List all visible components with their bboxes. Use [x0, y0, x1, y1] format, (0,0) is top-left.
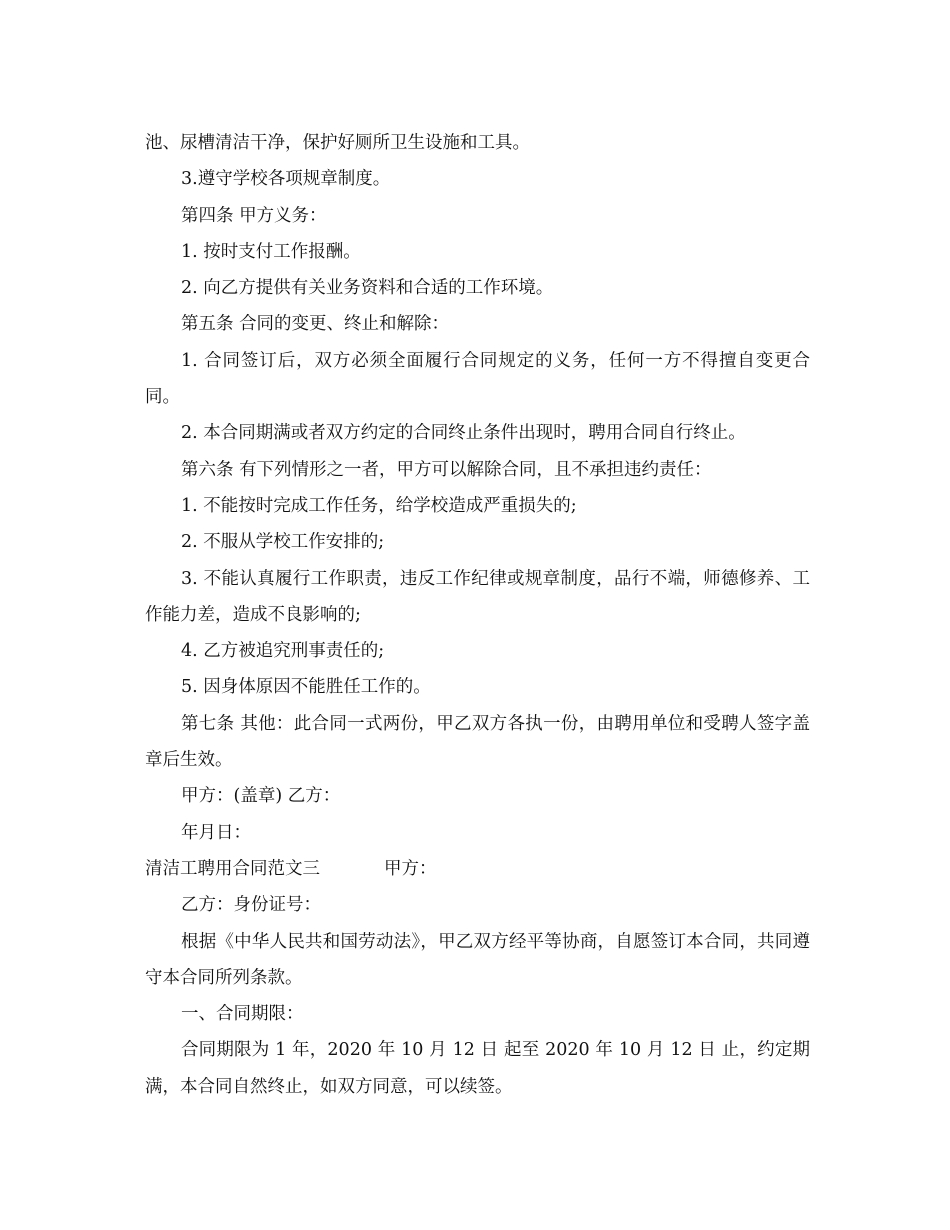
paragraph: 3.遵守学校各项规章制度。 — [181, 169, 391, 190]
document-body — [145, 125, 810, 1105]
list-item: 1. 不能按时完成工作任务，给学校造成严重损失的; — [181, 495, 577, 516]
paragraph: 合同期限为 1 年，2020 年 10 月 12 日 起至 2020 年 10 月 12 日 止，约定期满，本合同自然终止，如双方同意，可以续签。 — [145, 1040, 810, 1097]
article-heading: 第七条 其他：此合同一式两份，甲乙双方各执一份，由聘用单位和受聘人签字盖章后生效。 — [145, 713, 810, 771]
party-a-label: 甲方： — [384, 858, 437, 879]
section-title: 清洁工聘用合同范文三 — [145, 858, 320, 879]
paragraph: 池、尿槽清洁干净，保护好厕所卫生设施和工具。 — [145, 133, 530, 153]
party-b-line: 乙方：身份证号： — [181, 895, 321, 916]
list-item: 1. 按时支付工作报酬。 — [181, 241, 361, 262]
article-heading: 第四条 甲方义务： — [181, 205, 327, 226]
article-heading: 第六条 有下列情形之一者，甲方可以解除合同，且不承担违约责任： — [181, 459, 712, 480]
list-item: 3. 不能认真履行工作职责，违反工作纪律或规章制度，品行不端，师德修养、工作能力差，造成不良影响的; — [145, 568, 810, 625]
date-line: 年月日： — [181, 822, 251, 843]
paragraph: 根据《中华人民共和国劳动法》，甲乙双方经平等协商，自愿签订本合同，共同遵守本合同所列条款。 — [145, 931, 810, 988]
list-item: 2. 向乙方提供有关业务资料和合适的工作环境。 — [181, 278, 554, 299]
article-heading: 第五条 合同的变更、终止和解除： — [181, 314, 450, 335]
list-item: 4. 乙方被追究刑事责任的; — [181, 641, 385, 662]
list-item: 1. 合同签订后，双方必须全面履行合同规定的义务，任何一方不得擅自变更合同。 — [145, 350, 810, 408]
signature-line: 甲方：(盖章) 乙方： — [181, 786, 341, 807]
section-title-line — [145, 851, 810, 887]
list-item: 5. 因身体原因不能胜任工作的。 — [181, 677, 431, 698]
list-item: 2. 本合同期满或者双方约定的合同终止条件出现时，聘用合同自行终止。 — [181, 423, 746, 444]
article-heading: 一、合同期限： — [181, 1004, 304, 1025]
list-item: 2. 不服从学校工作安排的; — [181, 532, 385, 553]
